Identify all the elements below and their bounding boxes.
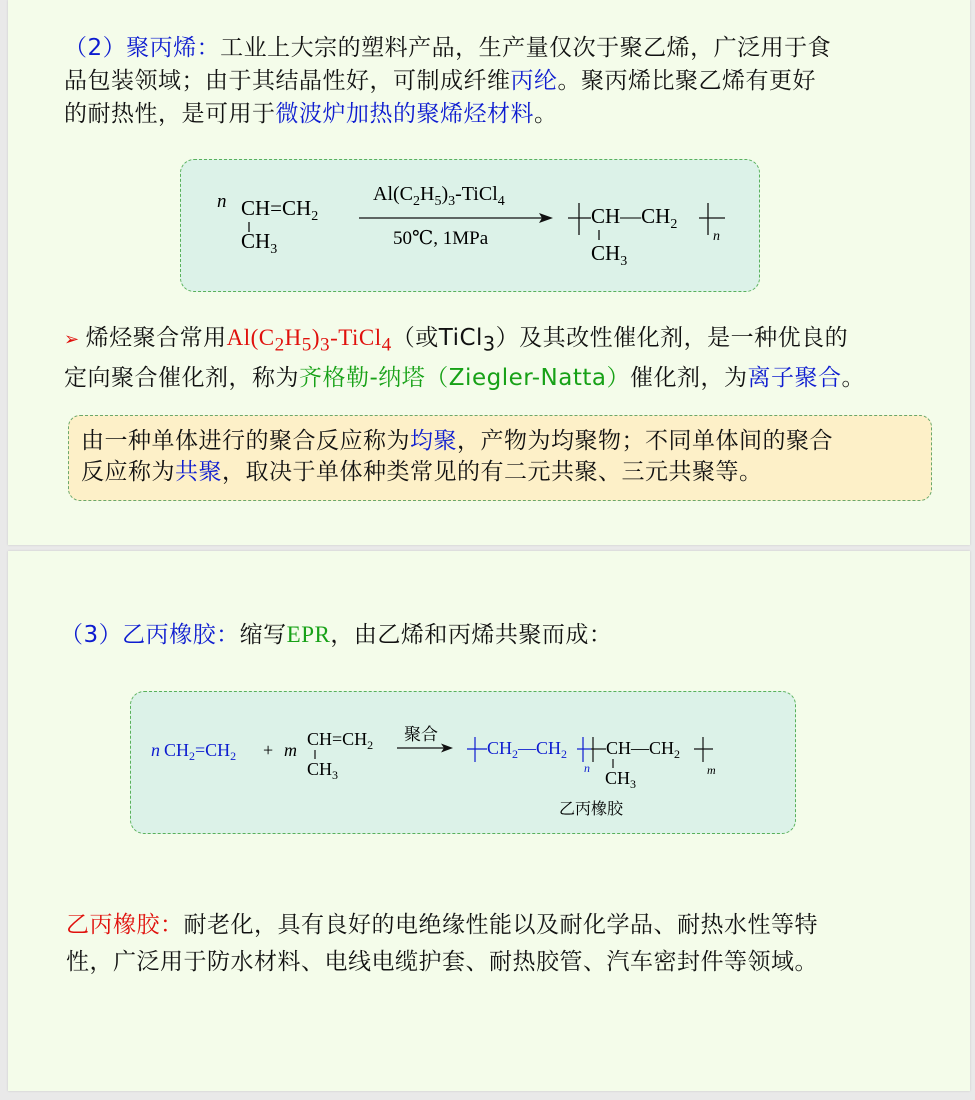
epr-product-name: 乙丙橡胶 — [559, 799, 624, 818]
pp-intro-paragraph — [64, 32, 831, 131]
pp-heading: （2）聚丙烯： — [64, 35, 221, 61]
slide-polypropylene — [8, 0, 970, 545]
pp-monomer-bottom: $CH_3$ — [241, 229, 278, 257]
epr-properties-text-2: 性，广泛用于防水材料、电线电缆护套、耐热胶管、汽车密封件等领域。 — [66, 949, 818, 975]
epr-block2-m: m — [707, 763, 716, 777]
pp-n-coefficient: n — [217, 191, 227, 212]
bullet-arrow-icon: ➢ — [64, 329, 80, 350]
epr-block2-bottom: $CH_3$ — [605, 768, 637, 791]
copolymerization-note-box — [68, 415, 932, 501]
pp-intro-line-2 — [64, 65, 831, 98]
pp-catalyst-text-6: 。 — [841, 364, 865, 391]
pp-product-top: $CH—CH_2$ — [591, 204, 678, 232]
pp-ticl3-subscript: 3 — [482, 332, 496, 356]
epr-abbreviation: EPR — [286, 622, 331, 647]
note-line-2: 反应称为共聚，取决于单体种类常见的有二元共聚、三元共聚等。 — [81, 459, 763, 485]
slide-ethylene-propylene-rubber — [8, 551, 970, 1091]
epr-plus-sign: + — [263, 740, 274, 760]
pp-intro-text-3: 。聚丙烯比聚乙烯有更好 — [557, 68, 816, 94]
epr-propylene-bottom: $CH_3$ — [307, 759, 339, 782]
pp-monomer-top: $CH=CH_2$ — [241, 196, 319, 224]
epr-properties-paragraph — [66, 907, 818, 981]
pp-product-bottom: $CH_3$ — [591, 241, 628, 269]
pp-product-n: n — [713, 229, 720, 244]
pp-intro-line-3 — [64, 98, 831, 131]
pp-catalyst-line-1 — [64, 321, 865, 362]
note-line-1: 由一种单体进行的聚合反应称为均聚，产物为均聚物；不同单体间的聚合 — [81, 428, 833, 454]
pp-use-term: 微波炉加热的聚烯烃材料 — [275, 101, 534, 127]
epr-m-coefficient: m — [284, 740, 297, 760]
pp-catalyst-text-5: 催化剂，为 — [629, 364, 748, 391]
epr-intro-text-2: ，由乙烯和丙烯共聚而成： — [330, 622, 613, 648]
epr-properties-heading: 乙丙橡胶： — [66, 912, 184, 938]
epr-block1-n: n — [584, 761, 590, 775]
pp-catalyst-line-2 — [64, 362, 865, 395]
pp-intro-text-1: 工业上大宗的塑料产品，生产量仅次于聚乙烯，广泛用于食 — [220, 35, 832, 61]
pp-catalyst-text-4: 定向聚合催化剂，称为 — [64, 364, 299, 391]
epr-properties-text-1: 耐老化，具有良好的电绝缘性能以及耐化学品、耐热水性等特 — [183, 912, 818, 938]
pp-catalyst-text-3: ）及其改性催化剂，是一种优良的 — [495, 325, 849, 351]
epr-block2-top: $CH—CH_2$ — [606, 738, 681, 761]
epr-properties-line-1 — [66, 907, 818, 944]
pp-catalyst-text-2: （或TiCl — [391, 325, 483, 351]
pp-catalyst-formula: $Al(C_2H_5)_3-TiCl_4$ — [226, 325, 392, 356]
epr-reaction-equation — [131, 692, 795, 833]
epr-heading: （3）乙丙橡胶： — [60, 622, 240, 648]
copolymerization-note — [81, 426, 833, 488]
ionic-polymerization-term: 离子聚合 — [747, 364, 842, 391]
epr-arrow-label: 聚合 — [404, 725, 438, 745]
epr-propylene-top: $CH=CH_2$ — [307, 729, 374, 752]
epr-intro-paragraph — [60, 618, 612, 652]
pp-catalyst-text-1: 烯烃聚合常用 — [85, 325, 227, 351]
epr-reaction-equation-box — [130, 691, 796, 834]
epr-intro-text-1: 缩写 — [239, 622, 287, 648]
ziegler-natta-term: 齐格勒-纳塔（Ziegler-Natta） — [299, 364, 630, 391]
epr-block1-formula: $CH_2—CH_2$ — [487, 738, 568, 761]
copolymerization-term: 共聚 — [175, 459, 222, 485]
pp-reaction-equation-box — [180, 159, 760, 292]
pp-reaction-equation — [181, 160, 759, 291]
homopolymerization-term: 均聚 — [410, 428, 457, 454]
pp-intro-text-2: 品包装领域；由于其结晶性好，可制成纤维 — [64, 68, 511, 94]
epr-ethylene: n $CH_2=CH_2$ — [151, 740, 237, 763]
pp-catalyst-paragraph — [64, 321, 865, 395]
pp-fiber-term: 丙纶 — [510, 68, 558, 94]
epr-properties-line-2 — [66, 944, 818, 981]
pp-intro-text-5: 。 — [534, 101, 558, 127]
pp-intro-text-4: 的耐热性，是可用于 — [64, 101, 276, 127]
pp-condition-label: 50℃, 1MPa — [393, 228, 489, 249]
pp-intro-line-1 — [64, 32, 831, 65]
pp-catalyst-label: $Al(C_2H_5)_3-TiCl_4$ — [373, 183, 505, 209]
